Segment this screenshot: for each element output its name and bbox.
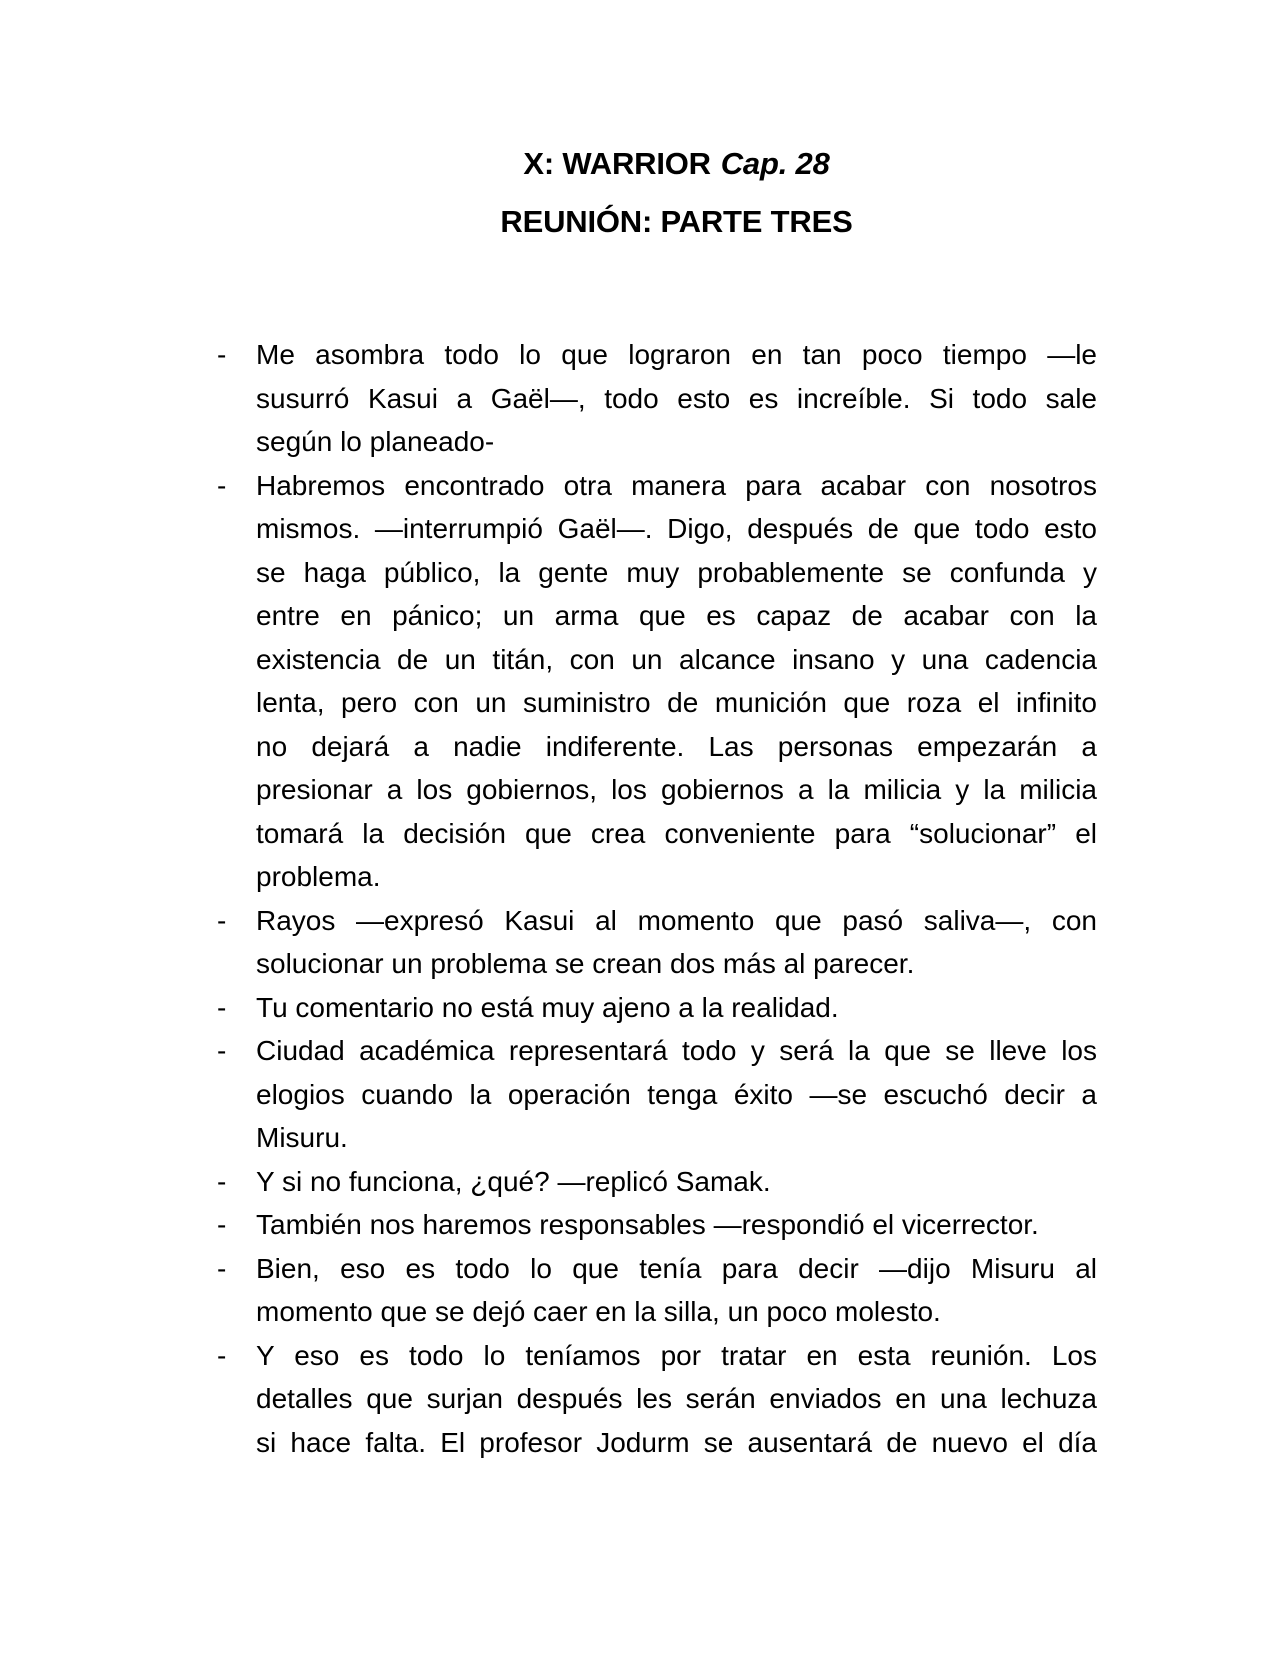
dash-marker: - — [217, 469, 227, 501]
text-line: Me asombra todo lo que lograron en tan poco tiempo —le — [256, 339, 1097, 370]
dialogue-text — [256, 986, 1097, 1030]
text-line: Y si no funciona, ¿qué? —replicó Samak. — [256, 1165, 771, 1197]
text-line: presionar a los gobiernos, los gobiernos a la milicia y la milicia — [256, 774, 1097, 805]
text-line: lenta, pero con un suministro de munición que roza el infinito — [256, 687, 1097, 718]
list-item — [217, 333, 1097, 464]
list-item — [217, 986, 1097, 1030]
dialogue-list — [0, 333, 1280, 1464]
text-line: momento que se dejó caer en la silla, un poco molesto. — [256, 1296, 941, 1327]
text-line: si hace falta. El profesor Jodurm se ausentará de nuevo el día — [256, 1426, 1097, 1458]
dash-marker: - — [217, 1252, 227, 1284]
dialogue-text — [256, 1029, 1097, 1160]
dialogue-text — [256, 333, 1097, 464]
list-item — [217, 464, 1097, 899]
dialogue-text — [256, 1203, 1097, 1247]
page-title — [256, 142, 1097, 186]
text-line: se haga público, la gente muy probablemente se confunda y — [256, 556, 1097, 588]
list-item — [217, 1334, 1097, 1465]
list-item — [217, 1203, 1097, 1247]
text-line: problema. — [256, 861, 381, 892]
dash-marker: - — [217, 1339, 227, 1371]
dash-marker: - — [217, 1165, 227, 1197]
document-header — [256, 142, 1097, 244]
dash-marker: - — [217, 1209, 227, 1240]
text-line: mismos. —interrumpió Gaël—. Digo, después de que todo esto — [256, 513, 1097, 544]
list-item — [217, 1029, 1097, 1160]
dialogue-text — [256, 464, 1097, 899]
text-line: entre en pánico; un arma que es capaz de acabar con la — [256, 600, 1097, 631]
text-line: detalles que surjan después les serán enviados en una lechuza — [256, 1383, 1097, 1414]
page-title-chapter: Cap. 28 — [720, 146, 830, 181]
text-line: También nos haremos responsables —respondió el vicerrector. — [256, 1209, 1039, 1240]
text-line: Tu comentario no está muy ajeno a la realidad. — [256, 991, 839, 1023]
text-line: Habremos encontrado otra manera para acabar con nosotros — [256, 469, 1097, 501]
text-line: no dejará a nadie indiferente. Las personas empezarán a — [256, 730, 1097, 762]
text-line: susurró Kasui a Gaël—, todo esto es increíble. Si todo sale — [256, 382, 1097, 414]
dialogue-text — [256, 1334, 1097, 1465]
dash-marker: - — [217, 991, 227, 1023]
text-line: Rayos —expresó Kasui al momento que pasó saliva—, con — [256, 904, 1097, 936]
text-line: Misuru. — [256, 1122, 348, 1153]
text-line: existencia de un titán, con un alcance insano y una cadencia — [256, 643, 1097, 675]
dash-marker: - — [217, 339, 227, 370]
list-item — [217, 1160, 1097, 1204]
list-item — [217, 899, 1097, 986]
text-line: Ciudad académica representará todo y será la que se lleve los — [256, 1035, 1097, 1066]
text-line: tomará la decisión que crea conveniente para “solucionar” el — [256, 817, 1097, 849]
page-title-main: X: WARRIOR — [523, 146, 711, 181]
page-subtitle: REUNIÓN: PARTE TRES — [500, 204, 853, 239]
dialogue-text — [256, 899, 1097, 986]
dash-marker: - — [217, 904, 227, 936]
dash-marker: - — [217, 1035, 227, 1066]
list-item — [217, 1247, 1097, 1334]
text-line: solucionar un problema se crean dos más al parecer. — [256, 948, 915, 979]
text-line: Y eso es todo lo teníamos por tratar en esta reunión. Los — [256, 1339, 1097, 1371]
text-line: elogios cuando la operación tenga éxito —se escuchó decir a — [256, 1078, 1097, 1110]
text-line: según lo planeado- — [256, 426, 495, 457]
text-line: Bien, eso es todo lo que tenía para decir —dijo Misuru al — [256, 1252, 1097, 1284]
dialogue-text — [256, 1160, 1097, 1204]
dialogue-text — [256, 1247, 1097, 1334]
